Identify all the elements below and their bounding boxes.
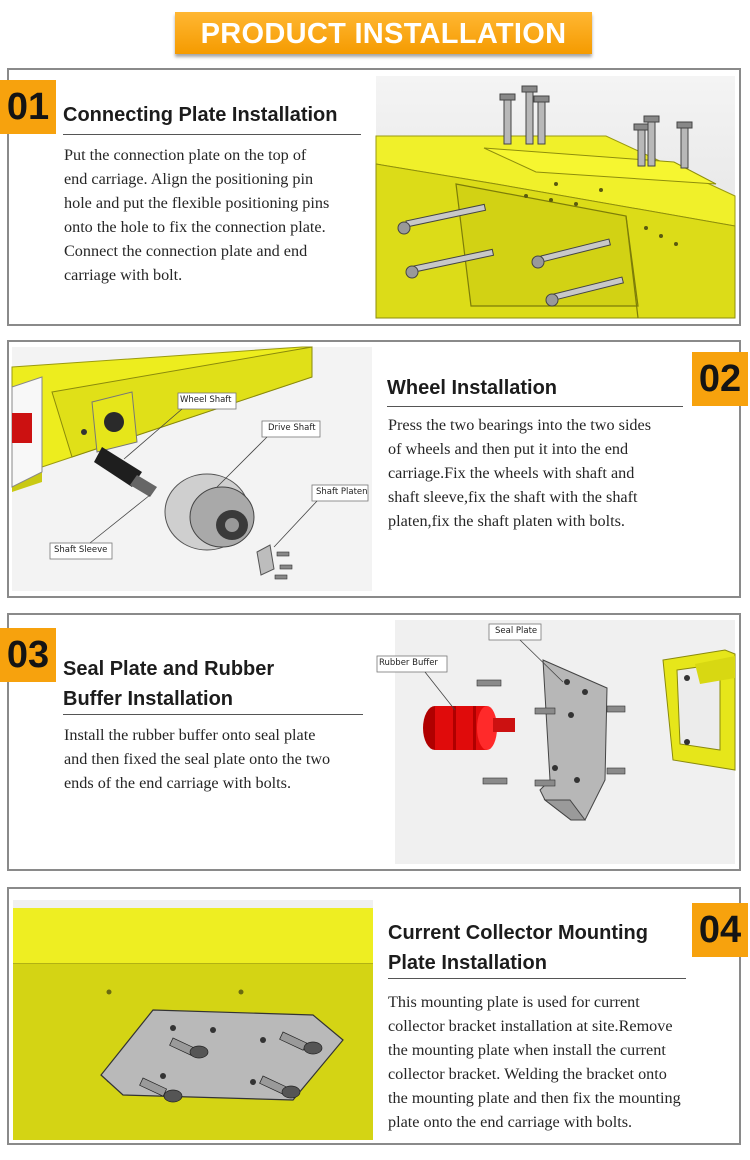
desc-line: carriage.Fix the wheels with shaft and (388, 464, 635, 482)
section-02-title (387, 373, 557, 403)
section-02-description (388, 413, 718, 533)
desc-line: of wheels and then put it into the end (388, 440, 629, 458)
desc-line: collector bracket. Welding the bracket onto (388, 1065, 667, 1083)
desc-line: shaft sleeve,fix the shaft with the shaft (388, 488, 638, 506)
desc-line: onto the hole to fix the connection plate. (64, 218, 326, 236)
section-02-number: 02 (692, 352, 748, 406)
desc-line: end carriage. Align the positioning pin (64, 170, 314, 188)
wheel-installation-illustration (12, 347, 372, 591)
mounting-plate-illustration (13, 900, 373, 1140)
desc-line: Install the rubber buffer onto seal plate (64, 726, 316, 744)
section-04-title-line-1: Current Collector Mounting (388, 922, 648, 944)
callout-seal-plate: Seal Plate (495, 626, 538, 636)
desc-line: hole and put the flexible positioning pins (64, 194, 330, 212)
desc-line: Connect the connection plate and end (64, 242, 308, 260)
section-03-title-line-1: Seal Plate and Rubber (63, 658, 275, 680)
section-01-description (64, 143, 374, 287)
section-01-title (63, 100, 337, 130)
section-01-number: 01 (0, 80, 56, 134)
section-04-description (388, 990, 733, 1134)
section-03-title (63, 654, 274, 714)
desc-line: collector bracket installation at site.Remove (388, 1017, 673, 1035)
desc-line: Put the connection plate on the top of (64, 146, 307, 164)
callout-shaft-platen: Shaft Platen (316, 487, 368, 497)
section-04-number: 04 (692, 903, 748, 957)
section-01-title-line-1: Connecting Plate Installation (63, 104, 338, 126)
page-title-banner: PRODUCT INSTALLATION (175, 12, 592, 54)
callout-shaft-sleeve: Shaft Sleeve (54, 545, 108, 555)
seal-plate-illustration (379, 620, 735, 864)
callout-drive-shaft: Drive Shaft (268, 423, 316, 433)
desc-line: and then fixed the seal plate onto the two (64, 750, 331, 768)
desc-line: the mounting plate when install the current (388, 1041, 666, 1059)
desc-line: This mounting plate is used for current (388, 993, 640, 1011)
callout-rubber-buffer: Rubber Buffer (379, 658, 438, 668)
section-01-title-rule (63, 134, 361, 135)
section-04-title-line-2: Plate Installation (388, 952, 547, 974)
callout-wheel-shaft: Wheel Shaft (180, 395, 232, 405)
section-04-title (388, 918, 648, 978)
section-02-title-rule (387, 406, 683, 407)
section-04-title-rule (388, 978, 686, 979)
section-03-number: 03 (0, 628, 56, 682)
desc-line: ends of the end carriage with bolts. (64, 774, 292, 792)
desc-line: plate onto the end carriage with bolts. (388, 1113, 633, 1131)
desc-line: carriage with bolt. (64, 266, 183, 284)
section-03-title-rule (63, 714, 363, 715)
desc-line: platen,fix the shaft platen with bolts. (388, 512, 625, 530)
section-02-title-line-1: Wheel Installation (387, 377, 558, 399)
desc-line: Press the two bearings into the two sides (388, 416, 652, 434)
desc-line: the mounting plate and then fix the mounting (388, 1089, 681, 1107)
section-03-description (64, 723, 376, 795)
connecting-plate-illustration (376, 76, 735, 318)
section-03-title-line-2: Buffer Installation (63, 688, 234, 710)
